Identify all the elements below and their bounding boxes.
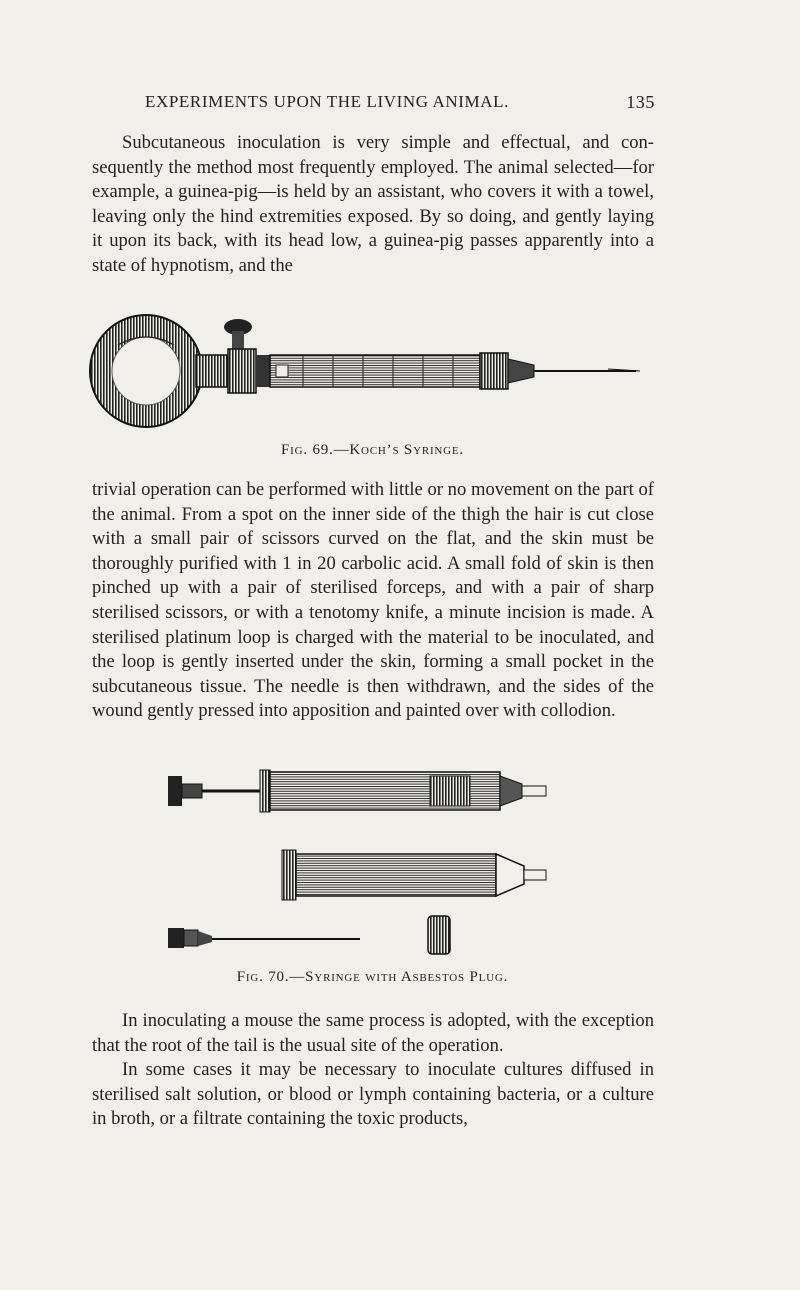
syringe-plunger xyxy=(168,928,360,948)
asbestos-plug xyxy=(428,916,450,954)
paragraph-subcutaneous-inoculation: Subcutaneous inoculation is very simple and effectual, and consequently the method most frequently employed. The animal selected—for example, a guinea-pig—is held by an assistant, who covers it with a towel, leaving only the hind extremities exposed. By so doing, and gently laying it upon its back, with its head low, a guinea-pig passes apparently into a state of hypnotism, and the xyxy=(92,132,654,276)
figure-70-caption: Fig. 70.—Syringe with Asbestos Plug. xyxy=(236,969,509,985)
page-number: 135 xyxy=(626,92,655,112)
koch-syringe-illustration xyxy=(88,305,648,435)
syringe-barrel xyxy=(282,850,546,900)
assembled-syringe xyxy=(168,770,546,812)
paragraph-operation-procedure: trivial operation can be performed with little or no movement on the part of the animal. From a spot on the inner side of the thigh the hair is cut close with a small pair of scissors curved on the flat, and the skin must be thoroughly purified with 1 in 20 carbolic acid. A small fold of skin is then pinched up with a pair of sterilised forceps, and with a pair of sharp sterilised scissors, or with a tenotomy knife, a minute incision is made. A sterilised platinum loop is charged with the material to be inoculated, and the loop is gently inserted under the skin, forming a small pocket in the subcutaneous tissue. The needle is then withdrawn, and the sides of the wound gently pressed into apposition and painted over with collodion. xyxy=(92,479,654,722)
figure-69-caption: Fig. 69.—Koch’s Syringe. xyxy=(281,442,464,458)
paragraph-cultures-inoculation: In some cases it may be necessary to inoculate cultures diffused in sterilised salt solution, or blood or lymph containing bacteria, or a culture in broth, or a filtrate containing the toxic products, xyxy=(92,1059,654,1130)
running-header xyxy=(145,92,655,116)
paragraph-mouse-inoculation: In inoculating a mouse the same process is adopted, with the exception that the root of the tail is the usual site of the operation. xyxy=(92,1010,654,1056)
asbestos-plug-syringe-illustration xyxy=(160,750,560,960)
running-title: EXPERIMENTS UPON THE LIVING ANIMAL. xyxy=(145,92,509,111)
